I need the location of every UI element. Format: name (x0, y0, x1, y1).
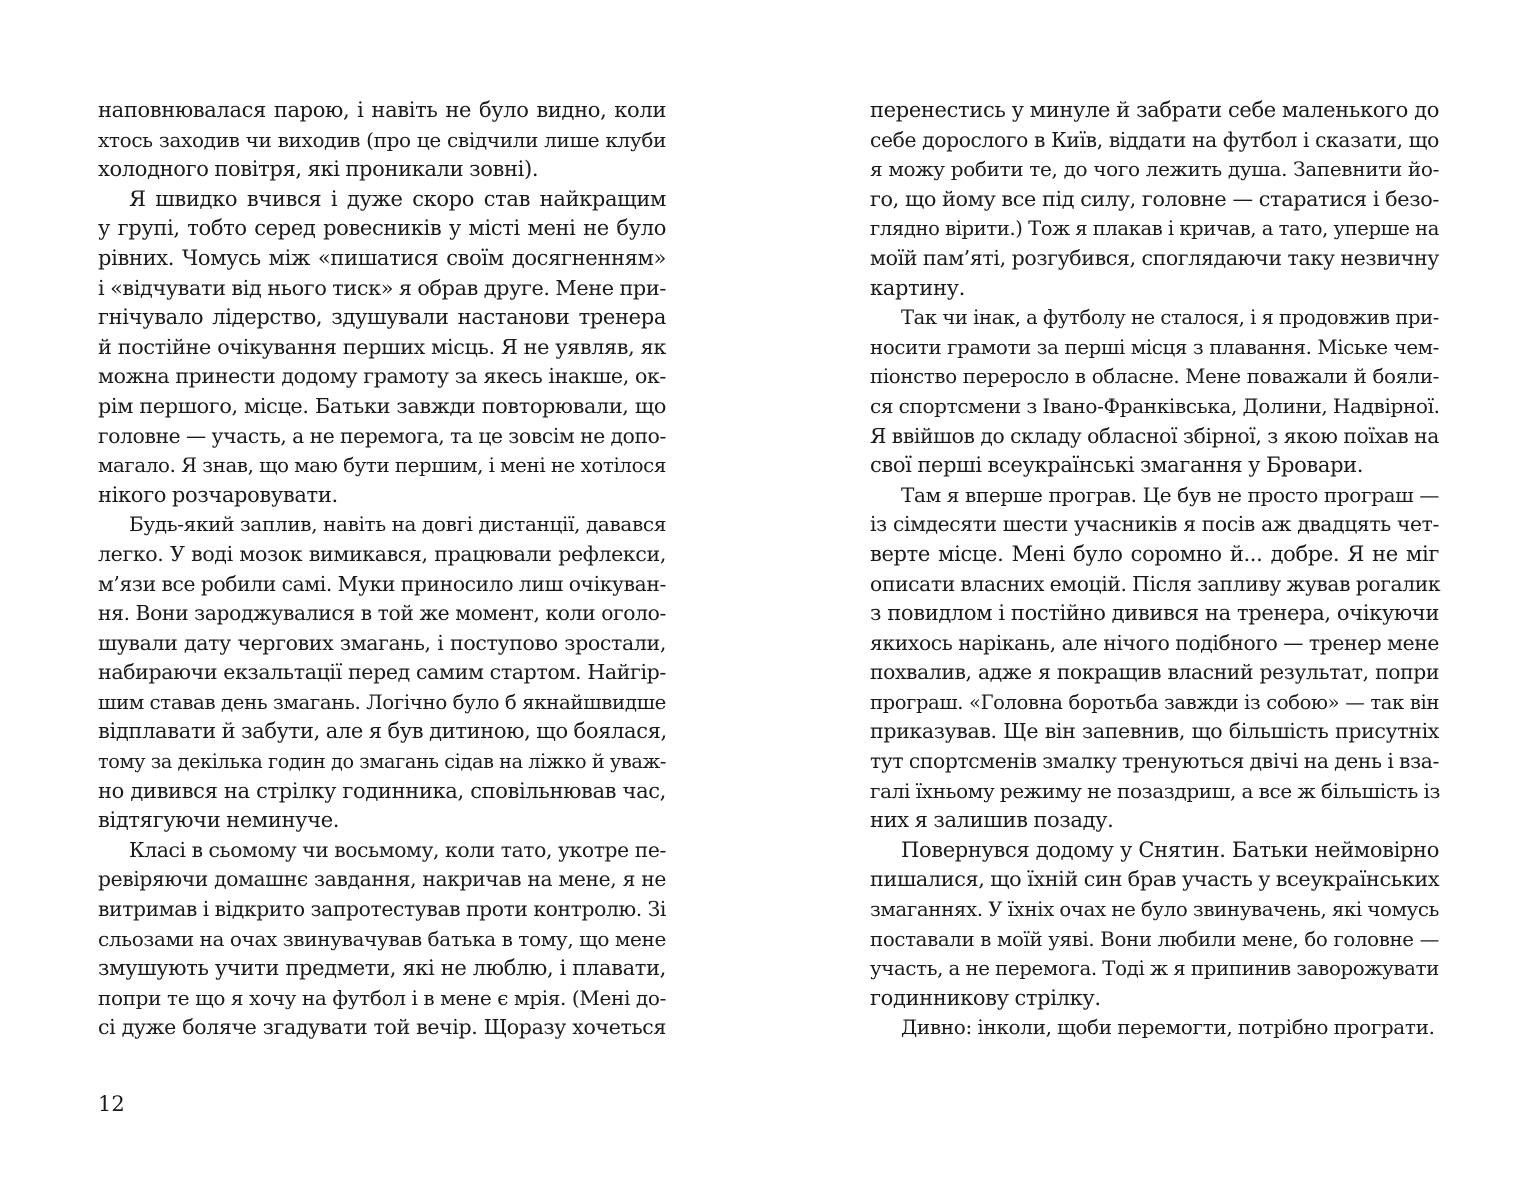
text-line: Я швидко вчився і дуже скоро став найкращим (129, 186, 666, 211)
text-line: попри те що я хочу на футбол і в мене є мрія. (Мені до- (98, 985, 666, 1010)
left-text-column (98, 96, 666, 1043)
text-line: пишалися, що їхній син брав участь у всеукраїнських (870, 867, 1440, 892)
right-page (768, 0, 1536, 1182)
text-line: Класі в сьомому чи восьмому, коли тато, укотре пе- (129, 837, 666, 862)
text-line: легко. У воді мозок вимикався, працювали рефлекси, (98, 541, 666, 566)
text-line: набираючи екзальтації перед самим стартом. Найгір- (98, 660, 666, 685)
text-line: змушують учити предмети, які не люблю, і плавати, (98, 956, 666, 981)
text-line: годинникову стрілку. (870, 985, 1101, 1010)
text-line: поставали в моїй уяві. Вони любили мене, бо головне — (870, 927, 1439, 951)
text-line: них я залишив позаду. (870, 808, 1114, 833)
text-line: з повидлом і постійно дивився на тренера, очікуючи (870, 601, 1439, 626)
text-line: можна принести додому грамоту за якесь інакше, ок- (98, 364, 666, 389)
text-line: галі їхньому режиму не позаздриш, а все ж більшість із (870, 778, 1441, 803)
text-line: похвалив, адже я покращив власний результат, попри (870, 660, 1439, 685)
text-line: у групі, тобто серед ровесників у місті мені не було (98, 216, 666, 241)
text-line: Дивно: інколи, щоби перемогти, потрібно програти. (901, 1015, 1435, 1040)
text-line: відтягуючи неминуче. (98, 808, 340, 833)
text-line: сі дуже боляче згадувати той вечір. Щоразу хочеться (98, 1015, 666, 1040)
text-line: сльозами на очах звинувачував батька в тому, що мене (98, 926, 666, 951)
text-line: ревіряючи домашнє завдання, накричав на мене, я не (98, 867, 666, 892)
text-line: шим ставав день змагань. Логічно було б якнайшвидше (98, 690, 666, 714)
text-line: магало. Я знав, що маю бути першим, і мені не хотілося (98, 454, 666, 478)
right-text-column (870, 96, 1439, 1043)
text-line: перенестись у минуле й забрати себе маленького до (870, 98, 1439, 122)
text-line: глядно вірити.) Тож я плакав і кричав, а тато, уперше на (870, 217, 1439, 241)
text-line: приказував. Ще він запевнив, що більшість присутніх (870, 719, 1439, 744)
text-line: наповнювалася парою, і навіть не було видно, коли (98, 98, 666, 122)
text-line: головне — участь, а не перемога, та це зовсім не допо- (98, 423, 666, 448)
text-line: холодного повітря, які проникали зовні). (98, 157, 539, 182)
text-line: і «відчувати від нього тиск» я обрав друге. Мене при- (98, 275, 666, 300)
text-line: описати власних емоцій. Після запливу жував рогалик (870, 571, 1441, 596)
text-line: витримав і відкрито запротестував проти контролю. Зі (98, 897, 666, 922)
text-line: Повернувся додому у Снятин. Батьки неймовірно (901, 837, 1439, 862)
text-line: хтось заходив чи виходив (про це свідчили лише клуби (98, 127, 666, 152)
text-line: но дивився на стрілку годинника, сповільнював час, (98, 778, 666, 803)
text-line: Так чи інак, а футболу не сталося, і я продовжив при- (901, 306, 1439, 330)
text-line: го, що йому все під силу, головне — старатися і безо- (870, 186, 1439, 211)
text-line: гнічувало лідерство, здушували настанови тренера (98, 305, 666, 330)
text-line: свої перші всеукраїнські змагання у Бровари. (870, 453, 1364, 478)
text-line: програш. «Головна боротьба завжди із собою» — так він (870, 690, 1439, 714)
text-line: рівних. Чомусь між «пишатися своїм досягненням» (98, 245, 666, 270)
text-line: ня. Вони зароджувалися в той же момент, коли оголо- (98, 601, 666, 626)
text-line: Я ввійшов до складу обласної збірної, з якою поїхав на (870, 423, 1439, 448)
text-line: ся спортсмени з Івано-Франківська, Долини, Надвірної. (870, 393, 1440, 418)
text-line: моїй пам’яті, розгубився, споглядаючи таку незвичну (870, 245, 1439, 270)
text-line: м’язи все робили самі. Муки приносило лиш очікуван- (98, 571, 666, 596)
text-line: із сімдесяти шести учасників я посів аж двадцять чет- (870, 512, 1439, 537)
text-line: я можу робити те, до чого лежить душа. Запевнити йо- (870, 157, 1439, 182)
text-line: картину. (870, 275, 965, 300)
text-line: й постійне очікування перших місць. Я не уявляв, як (98, 334, 666, 359)
text-line: нікого розчаровувати. (98, 482, 338, 507)
text-line: себе дорослого в Київ, віддати на футбол і сказати, що (870, 127, 1439, 152)
text-line: участь, а не перемога. Тоді ж я припинив заворожувати (870, 957, 1439, 981)
text-line: верте місце. Мені було соромно й... добре. Я не міг (870, 541, 1439, 566)
text-line: Там я вперше програв. Це був не просто програш — (901, 482, 1439, 507)
text-line: рім першого, місце. Батьки завжди повторювали, що (98, 393, 666, 418)
text-line: тут спортсменів змалку тренуються двічі на день і вза- (870, 749, 1439, 774)
page-number: 12 (98, 1092, 125, 1116)
text-line: піонство переросло в обласне. Мене поважали й бояли- (870, 365, 1439, 389)
text-line: носити грамоти за перші місця з плавання. Міське чем- (870, 335, 1439, 359)
text-line: змаганнях. У їхніх очах не було звинувачень, які чомусь (870, 898, 1439, 922)
text-line: якихось нарікань, але нічого подібного — тренер мене (870, 630, 1439, 655)
text-line: відплавати й забути, але я був дитиною, що боялася, (98, 719, 667, 744)
text-line: Будь-який заплив, навіть на довгі дистанції, давався (129, 512, 666, 537)
text-line: шували дату чергових змагань, і поступово зростали, (98, 630, 666, 655)
text-line: тому за декілька годин до змагань сідав на ліжко й уваж- (98, 750, 666, 774)
